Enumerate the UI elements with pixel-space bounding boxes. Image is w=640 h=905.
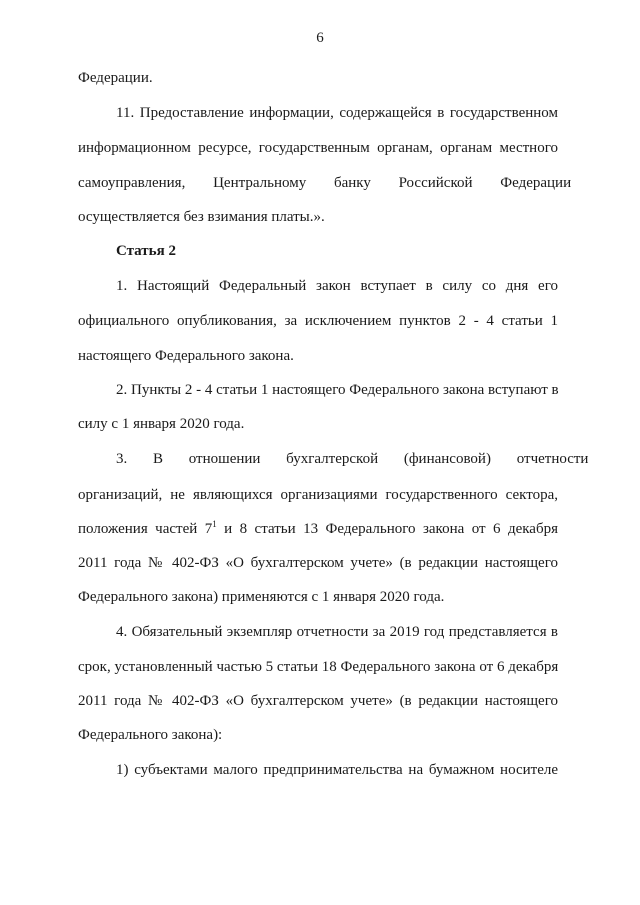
text-fragment: положения частей 7 [78,521,213,537]
text-line: 3. В отношении бухгалтерской (финансовой) отчетности [116,451,589,467]
text-line: Федерального закона): [78,727,223,743]
article-heading: Статья 2 [116,243,176,259]
text-line: информационном ресурсе, государственным органам, органам местного [78,140,558,156]
text-line: 2011 года № 402-ФЗ «О бухгалтерском учете» (в редакции настоящего [78,555,558,571]
text-line: 2011 года № 402-ФЗ «О бухгалтерском учете» (в редакции настоящего [78,693,558,709]
text-line: Федерации. [78,70,153,86]
text-line: 11. Предоставление информации, содержащейся в государственном [116,105,558,121]
text-line: 1. Настоящий Федеральный закон вступает в силу со дня его [116,278,558,294]
text-line: самоуправления, Центральному банку Российской Федерации [78,175,572,191]
page-number: 6 [316,30,324,46]
text-line: осуществляется без взимания платы.». [78,209,325,225]
text-line [78,519,558,539]
text-line: силу с 1 января 2020 года. [78,416,245,432]
text-line: организаций, не являющихся организациями государственного сектора, [78,487,558,503]
text-line: Федерального закона) применяются с 1 января 2020 года. [78,589,445,605]
text-fragment: и 8 статьи 13 Федерального закона от 6 декабря [216,521,558,537]
text-line: 4. Обязательный экземпляр отчетности за 2019 год представляется в [116,624,558,640]
text-line: 1) субъектами малого предпринимательства на бумажном носителе [116,762,558,778]
superscript: 1 [212,519,217,529]
text-line: срок, установленный частью 5 статьи 18 Федерального закона от 6 декабря [78,659,559,675]
text-line: 2. Пункты 2 - 4 статьи 1 настоящего Федерального закона вступают в [116,382,559,398]
text-line: официального опубликования, за исключением пунктов 2 - 4 статьи 1 [78,313,558,329]
text-line: настоящего Федерального закона. [78,348,294,364]
